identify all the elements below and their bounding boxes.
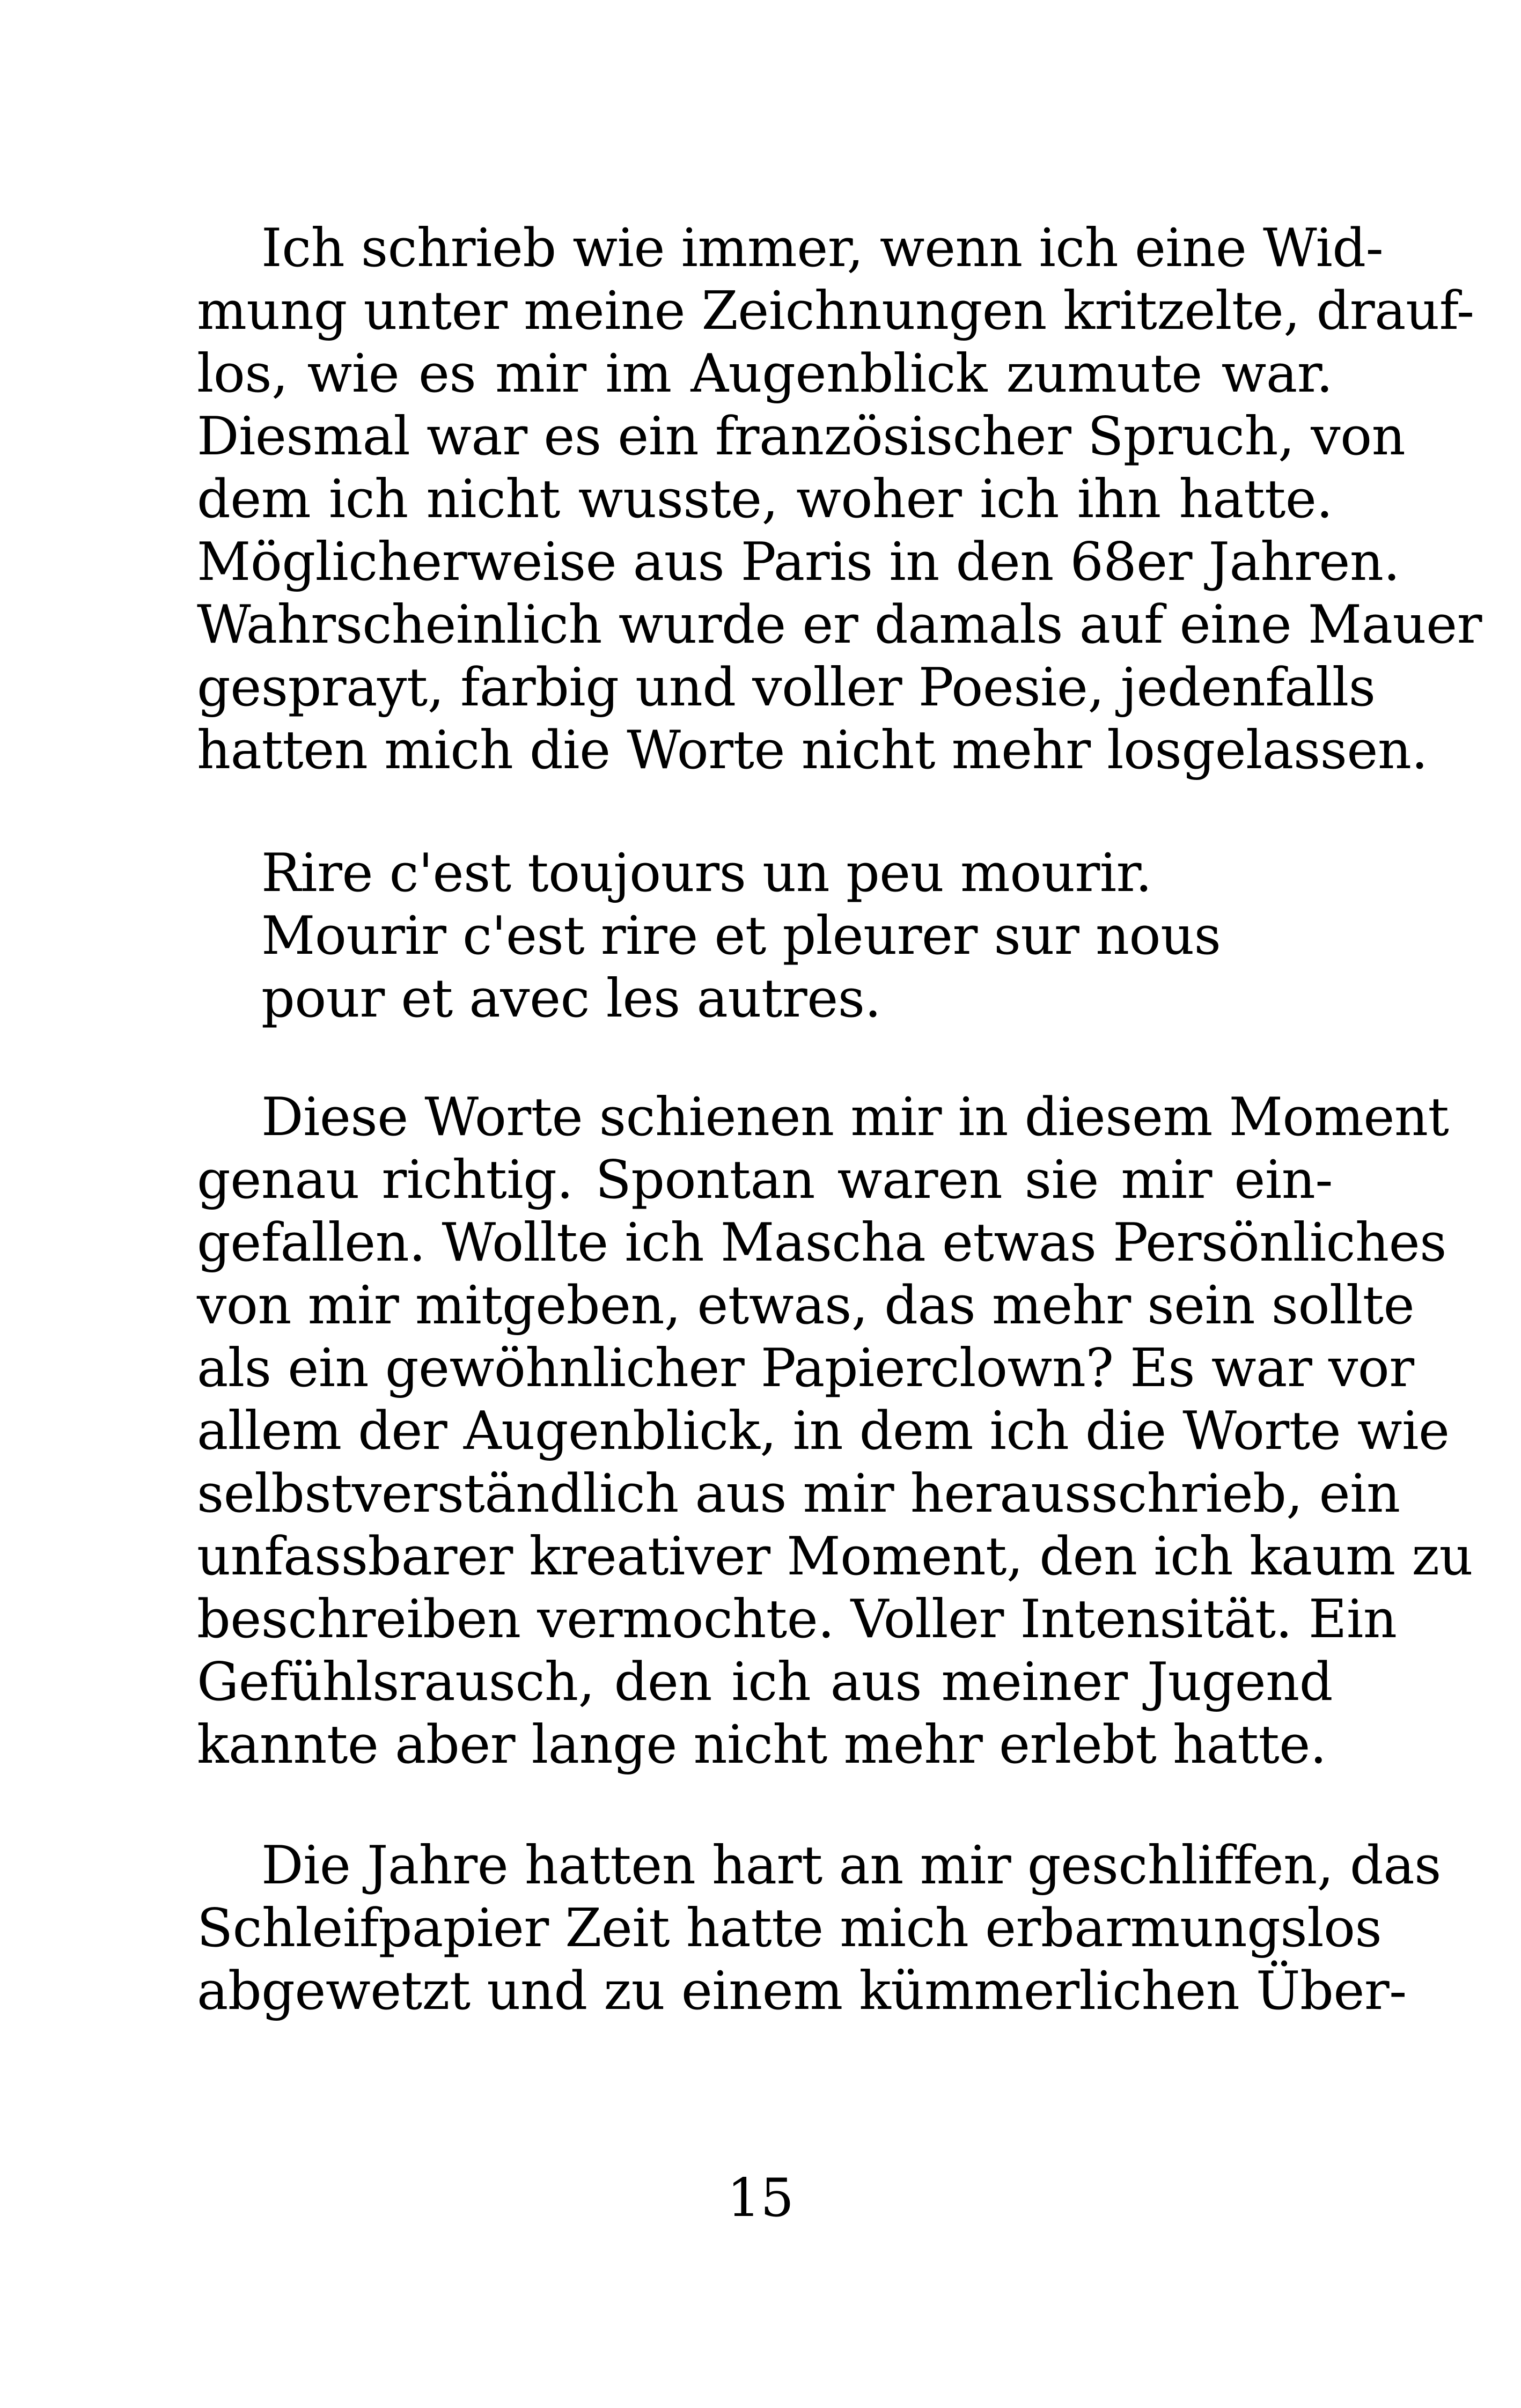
- text-line: beschreiben vermochte. Voller Intensität. Ein: [197, 1589, 1397, 1650]
- page-number: 15: [727, 2168, 794, 2229]
- text-line: hatten mich die Worte nicht mehr losgelassen.: [197, 720, 1428, 781]
- text-line: Ich schrieb wie immer, wenn ich eine Wid-: [261, 218, 1384, 279]
- text-line: Gefühlsrausch, den ich aus meiner Jugend: [197, 1652, 1333, 1713]
- text-line: Wahrscheinlich wurde er damals auf eine Mauer: [197, 594, 1482, 656]
- text-line: kannte aber lange nicht mehr erlebt hatte.: [197, 1714, 1327, 1776]
- paragraph-2: [197, 1086, 1473, 1777]
- text-line: abgewetzt und zu einem kümmerlichen Über-: [197, 1961, 1407, 2022]
- quote-line: Mourir c'est rire et pleurer sur nous: [261, 905, 1221, 967]
- text-line: unfassbarer kreativer Moment, den ich kaum zu: [197, 1526, 1473, 1587]
- text-line: Schleifpapier Zeit hatte mich erbarmungslos: [197, 1898, 1382, 1959]
- quote-line: pour et avec les autres.: [261, 968, 881, 1029]
- text-line: gefallen. Wollte ich Mascha etwas Persönliches: [197, 1212, 1446, 1273]
- paragraph-3: [197, 1835, 1441, 2023]
- text-line: Die Jahre hatten hart an mir geschliffen, das: [261, 1835, 1441, 1896]
- text-line: Möglicherweise aus Paris in den 68er Jahren.: [197, 532, 1400, 593]
- paragraph-1: [197, 217, 1482, 782]
- text-line: als ein gewöhnlicher Papierclown? Es war vor: [197, 1338, 1414, 1399]
- text-line: mung unter meine Zeichnungen kritzelte, drauf-: [197, 281, 1474, 342]
- text-line: Diesmal war es ein französischer Spruch, von: [197, 406, 1406, 467]
- text-line: los, wie es mir im Augenblick zumute war.: [197, 343, 1333, 404]
- text-line: von mir mitgeben, etwas, das mehr sein sollte: [197, 1275, 1415, 1336]
- text-line: gesprayt, farbig und voller Poesie, jedenfalls: [197, 657, 1376, 718]
- text-line: genau richtig. Spontan waren sie mir ein-: [197, 1150, 1333, 1211]
- text-line: selbstverständlich aus mir herausschrieb, ein: [197, 1463, 1400, 1525]
- quote-line: Rire c'est toujours un peu mourir.: [261, 843, 1152, 904]
- text-line: allem der Augenblick, in dem ich die Worte wie: [197, 1401, 1450, 1462]
- text-line: Diese Worte schienen mir in diesem Moment: [261, 1087, 1449, 1148]
- french-quote: [261, 842, 1281, 1030]
- text-line: dem ich nicht wusste, woher ich ihn hatte.: [197, 469, 1333, 530]
